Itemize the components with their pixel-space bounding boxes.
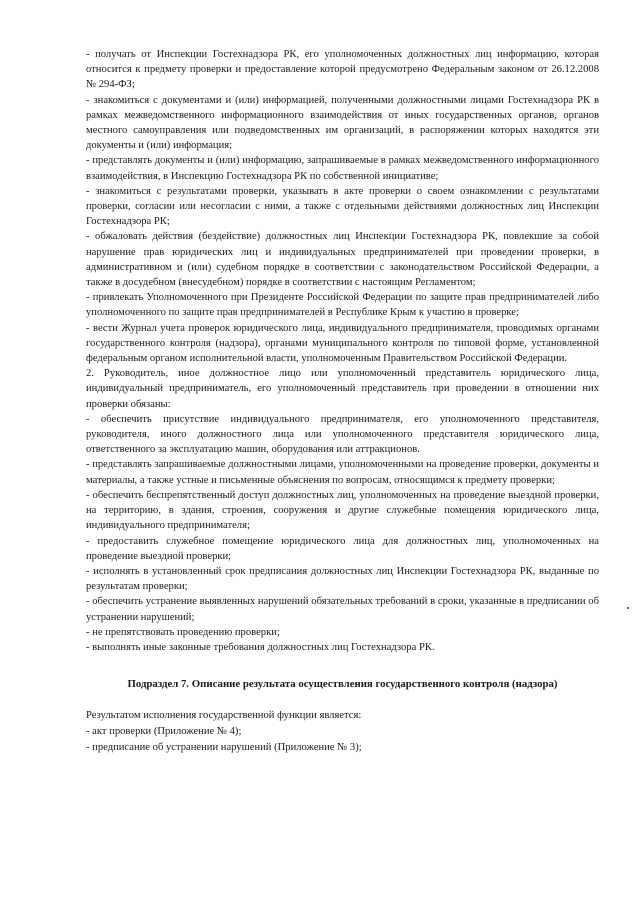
paragraph: - знакомиться с результатами проверки, указывать в акте проверки о своем ознакомлении с результатами проверки, согласии или несогласии с ними, а также с отдельными действиями должностных лиц Инспекции Гостехнадзора РК; [86,185,599,228]
paragraph: - представлять документы и (или) информацию, запрашиваемые в рамках межведомственного информационного взаимодействия, в Инспекцию Гостехнадзора РК по собственной инициативе; [86,155,599,182]
section-heading: Подраздел 7. Описание результата осуществления государственного контроля (надзора) [127,678,558,691]
result-intro: Результатом исполнения государственной функции является: [86,710,362,722]
paragraph: - обжаловать действия (бездействие) должностных лиц Инспекции Гостехнадзора РК, повлекшие за собой нарушение прав юридических лиц и индивидуальных предпринимателей при проведении проверки, в административном и (или) судебном порядке в соответствии с законодательством Российской Федерации, а также в досудебном (внесудебном) порядке в соответствии с настоящим Регламентом; [86,231,599,289]
paragraph: - выполнять иные законные требования должностных лиц Гостехнадзора РК. [86,641,435,653]
result-item: - акт проверки (Приложение № 4); [86,725,242,737]
scan-speck [627,607,629,609]
paragraph: - исполнять в установленный срок предписания должностных лиц Инспекции Гостехнадзора РК, выданные по результатам проверки; [86,565,599,593]
paragraph: - предоставить служебное помещение юридического лица для должностных лиц, уполномоченных на проведение выездной проверки; [86,535,599,562]
paragraph: - не препятствовать проведению проверки; [86,626,280,638]
paragraph: - привлекать Уполномоченного при Президенте Российской Федерации по защите прав предпринимателей либо уполномоченного по защите прав предпринимателей в Республике Крым к участию в проверке; [86,292,599,319]
paragraph: - представлять запрашиваемые должностными лицами, уполномоченными на проведение проверки, документы и материалы, а также устные и письменные объяснения по вопросам, относящимся к предмету проверки; [86,459,599,486]
paragraph: - обеспечить присутствие индивидуального предпринимателя, его уполномоченного представителя, руководителя, иного должностного лица или уполномоченного представителя юридического лица, ответственного за эксплуатацию машин, оборудования или аттракционов. [86,413,599,456]
result-item: - предписание об устранении нарушений (Приложение № 3); [86,741,362,753]
paragraph: 2. Руководитель, иное должностное лицо или уполномоченный представитель юридического лица, индивидуальный предприниматель, его уполномоченный представитель при проведении в отношении них проверки обязаны: [86,368,599,410]
paragraph: - обеспечить устранение выявленных нарушений обязательных требований в сроки, указанные в предписании об устранении нарушений; [86,596,599,623]
body-text [86,47,599,655]
paragraph: - вести Журнал учета проверок юридического лица, индивидуального предпринимателя, проводимых органами государственного контроля (надзора), органами муниципального контроля по типовой форме, установленной федеральным органом исполнительной власти, уполномоченным Правительством Российской Федерации. [86,322,599,365]
paragraph: - получать от Инспекции Гостехнадзора РК, его уполномоченных должностных лиц информацию, которая относится к предмету проверки и предоставление которой предусмотрено Федеральным законом от 26.12.2008 № 294-ФЗ; [86,49,599,91]
paragraph: - обеспечить беспрепятственный доступ должностных лиц, уполномоченных на проведение выездной проверки, на территорию, в здания, строения, сооружения и другие служебные помещения юридического лица, индивидуального предпринимателя; [86,489,599,532]
paragraph: - знакомиться с документами и (или) информацией, полученными должностными лицами Гостехнадзора РК в рамках межведомственного информационного взаимодействия от иных государственных органов, органов местного самоуправления или подведомственных им организаций, в распоряжении которых находятся эти документы и (или) информация; [86,94,599,152]
